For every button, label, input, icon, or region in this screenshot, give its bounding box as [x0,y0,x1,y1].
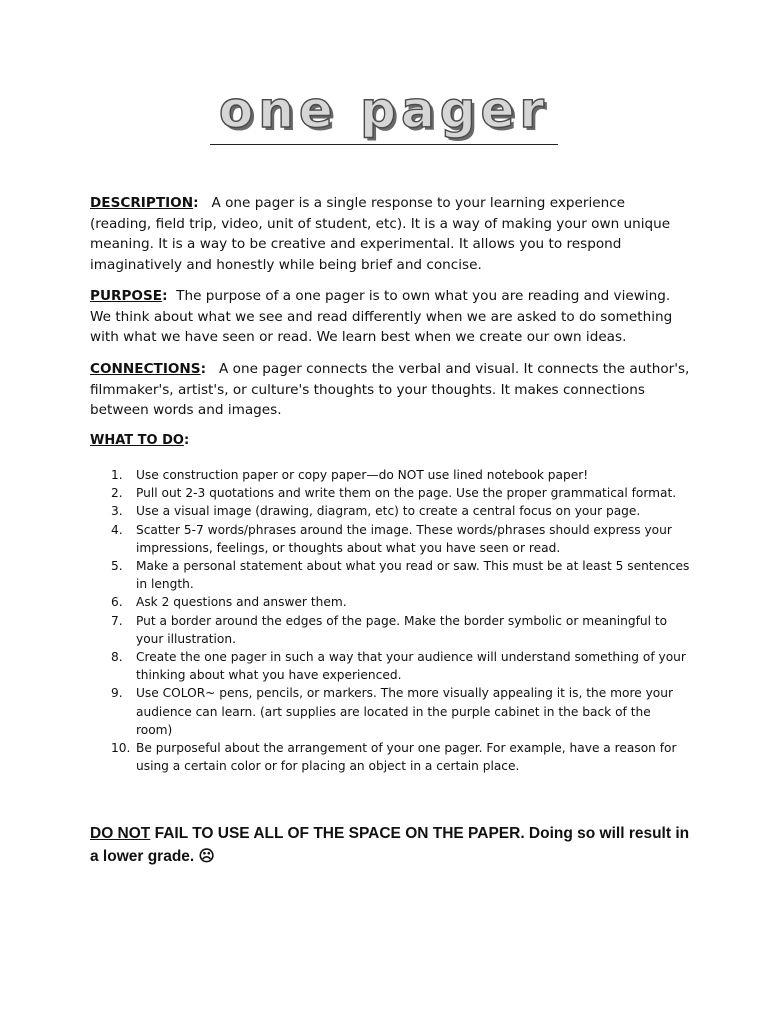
list-item-text: Use construction paper or copy paper—do NOT use lined notebook paper! [136,468,589,482]
list-item-number: 2. [111,486,123,501]
list-item-text: Create the one pager in such a way that your audience will understand something of your thinking about what you have experienced. [136,650,686,683]
list-item [90,466,690,484]
description-colon: : [193,195,199,211]
list-item-number: 6. [111,595,123,610]
list-item [90,593,690,611]
list-item [90,612,690,648]
purpose-colon: : [162,288,168,304]
what-to-do-label: WHAT TO DO [90,433,184,448]
what-to-do-heading [90,433,189,448]
list-item-text: Be purposeful about the arrangement of your one pager. For example, have a reason for using a certain color or for placing an object in a certain place. [136,741,677,774]
list-item [90,521,690,557]
list-item-number: 9. [111,686,123,701]
what-to-do-colon: : [183,433,190,448]
list-item-text: Ask 2 questions and answer them. [136,595,347,610]
connections-paragraph [90,359,690,421]
list-item [90,648,690,684]
connections-colon: : [200,361,207,377]
list-item-number: 5. [111,559,123,574]
list-item-text: Put a border around the edges of the page. Make the border symbolic or meaningful to your illustration. [136,613,668,646]
list-item-text: Pull out 2-3 quotations and write them on the page. Use the proper grammatical format. [136,486,677,501]
connections-text: A one pager connects the verbal and visual. It connects the author's, filmmaker's, artist's, or culture's thoughts to your thoughts. It makes connections between words and images. [90,361,690,418]
list-item [90,484,690,502]
page-title: one pager [218,81,550,139]
purpose-text: The purpose of a one pager is to own what you are reading and viewing. We think about what we see and read differently when we are asked to do something with what we have seen or read. We learn best when we create our own ideas. [90,288,673,345]
description-paragraph [90,193,690,275]
what-to-do-list [90,466,690,775]
purpose-label: PURPOSE [90,288,163,304]
list-item-number: 8. [111,650,123,665]
list-item-number: 4. [111,522,123,537]
warning-note [90,822,690,868]
list-item-text: Scatter 5-7 words/phrases around the image. These words/phrases should express your impressions, feelings, or thoughts about what you have seen or read. [136,522,672,555]
title-block [210,80,558,145]
list-item-text: Use a visual image (drawing, diagram, etc) to create a central focus on your page. [136,504,641,519]
warning-emphasis: DO NOT [90,825,151,842]
list-item-number: 10. [111,741,131,756]
purpose-paragraph [90,286,690,348]
list-item-number: 7. [111,613,123,628]
description-label: DESCRIPTION [90,195,194,211]
description-text: A one pager is a single response to your learning experience (reading, field trip, video, unit of student, etc). It is a way of making your own unique meaning. It is a way to be creative and experimental. It allows you to respond imaginatively and honestly while being brief and concise. [90,195,671,273]
connections-label: CONNECTIONS [90,361,201,377]
list-item-number: 1. [111,468,123,482]
warning-text: FAIL TO USE ALL OF THE SPACE ON THE PAPER. Doing so will result in a lower grade. ☹ [90,825,690,865]
list-item [90,739,690,775]
list-item-text: Use COLOR~ pens, pencils, or markers. The more visually appealing it is, the more your audience can learn. (art supplies are located in the purple cabinet in the back of the room) [136,686,673,737]
list-item [90,502,690,520]
list-item-number: 3. [111,504,123,519]
list-item-text: Make a personal statement about what you read or saw. This must be at least 5 sentences in length. [136,559,690,592]
list-item [90,684,690,739]
list-item [90,557,690,593]
